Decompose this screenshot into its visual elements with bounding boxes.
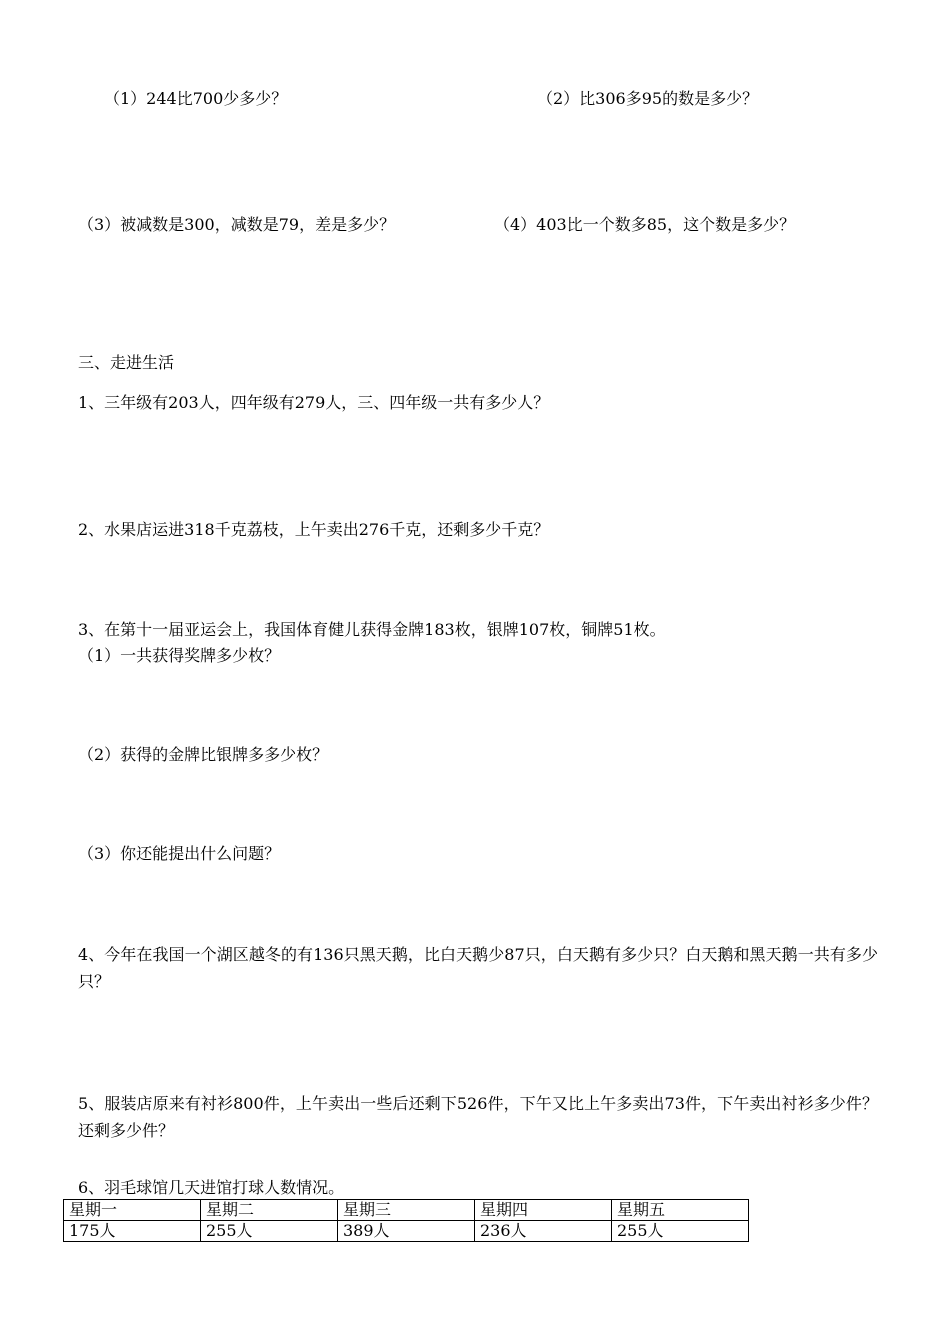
table-header-row xyxy=(64,1200,749,1221)
problem-3-sub-2: （2）获得的金牌比银牌多多少枚？ xyxy=(78,745,329,764)
table-header-cell: 星期五 xyxy=(612,1200,749,1221)
section-heading: 三、走进生活 xyxy=(78,353,175,372)
table-cell: 389人 xyxy=(338,1221,475,1242)
question-2-2: （2）比306多95的数是多少？ xyxy=(537,89,759,108)
problem-4: 4、今年在我国一个湖区越冬的有136只黑天鹅，比白天鹅少87只，白天鹅有多少只？白天鹅和黑天鹅一共有多少只？ xyxy=(78,945,878,991)
table-cell: 255人 xyxy=(201,1221,338,1242)
table-header-cell: 星期三 xyxy=(338,1200,475,1221)
table-cell: 255人 xyxy=(612,1221,749,1242)
visitor-count-table xyxy=(63,1199,749,1242)
table-header-cell: 星期四 xyxy=(475,1200,612,1221)
problem-6-stem: 6、羽毛球馆几天进馆打球人数情况。 xyxy=(78,1178,345,1197)
problem-3-sub-3: （3）你还能提出什么问题？ xyxy=(78,844,281,863)
question-2-1: （1）244比700少多少？ xyxy=(104,89,288,108)
table-header-cell: 星期一 xyxy=(64,1200,201,1221)
table-cell: 236人 xyxy=(475,1221,612,1242)
problem-3-sub-1: （1）一共获得奖牌多少枚？ xyxy=(78,646,281,665)
question-2-4: （4）403比一个数多85，这个数是多少？ xyxy=(494,215,796,234)
table-row xyxy=(64,1221,749,1242)
question-2-3: （3）被减数是300，减数是79，差是多少？ xyxy=(78,215,396,234)
problem-3-stem: 3、在第十一届亚运会上，我国体育健儿获得金牌183枚，银牌107枚，铜牌51枚。 xyxy=(78,620,666,639)
problem-5: 5、服装店原来有衬衫800件，上午卖出一些后还剩下526件，下午又比上午多卖出73件，下午卖出衬衫多少件？还剩多少件？ xyxy=(78,1094,878,1140)
problem-2: 2、水果店运进318千克荔枝，上午卖出276千克，还剩多少千克？ xyxy=(78,520,550,539)
problem-1: 1、三年级有203人，四年级有279人，三、四年级一共有多少人？ xyxy=(78,393,550,412)
table-header-cell: 星期二 xyxy=(201,1200,338,1221)
table-cell: 175人 xyxy=(64,1221,201,1242)
